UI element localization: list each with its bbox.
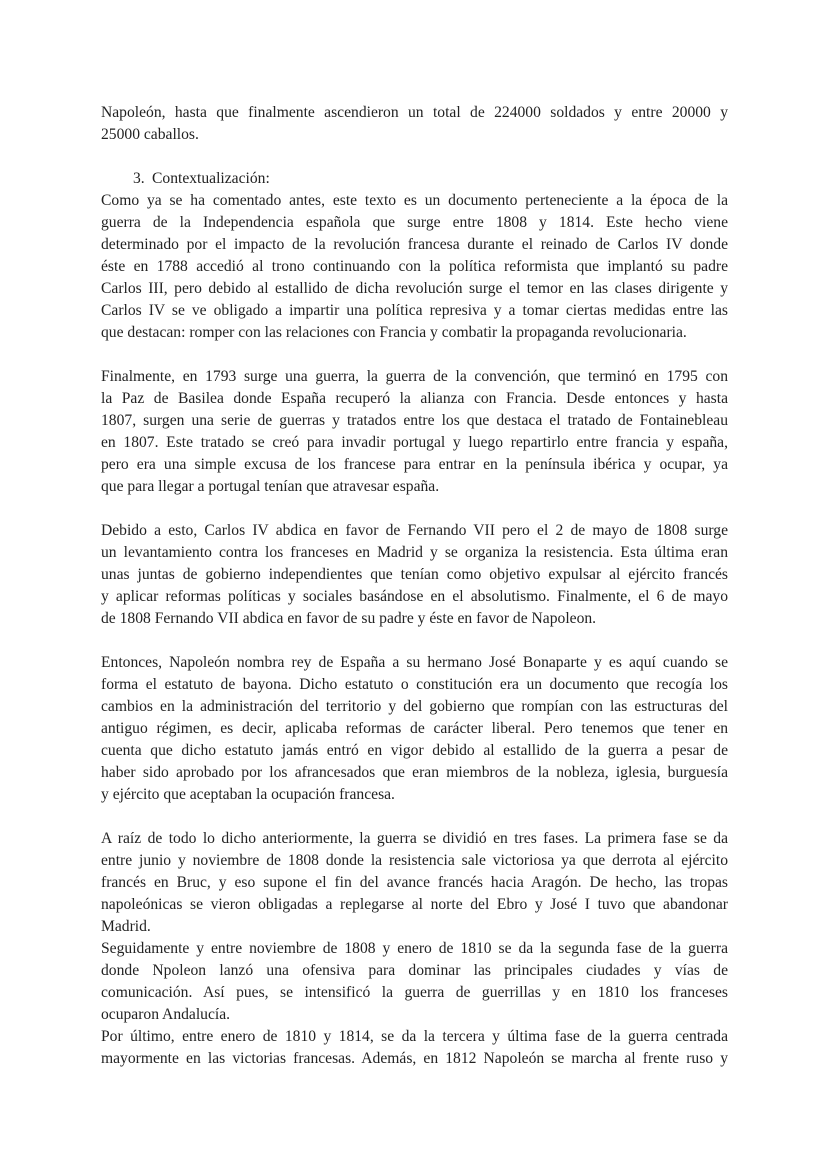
text-line: de 1808 Fernando VII abdica en favor de su padre y éste en favor de Napoleon. <box>101 610 597 627</box>
text-line: entre junio y noviembre de 1808 donde la resistencia sale victoriosa ya que derrota al ejército <box>101 852 728 869</box>
text-line: que destacan: romper con las relaciones con Francia y combatir la propaganda revolucionaria. <box>101 324 687 341</box>
text-line: guerra de la Independencia española que surge entre 1808 y 1814. Este hecho viene <box>101 214 728 231</box>
text-line: haber sido aprobado por los afrancesados que eran miembros de la nobleza, iglesia, burguesía <box>101 764 728 781</box>
text-line: donde Npoleon lanzó una ofensiva para dominar las principales ciudades y vías de <box>101 962 728 979</box>
text-line: y ejército que aceptaban la ocupación francesa. <box>101 786 395 803</box>
text-line: Seguidamente y entre noviembre de 1808 y enero de 1810 se da la segunda fase de la guerra <box>101 940 728 957</box>
text-line: en 1807. Este tratado se creó para invadir portugal y luego repartirlo entre francia y españa, <box>101 434 728 451</box>
text-line: Carlos IV se ve obligado a impartir una política represiva y a tomar ciertas medidas entre las <box>101 302 728 319</box>
text-line: Por último, entre enero de 1810 y 1814, se da la tercera y última fase de la guerra centrada <box>101 1028 728 1045</box>
text-line: unas juntas de gobierno independientes que tenían como objetivo expulsar al ejército francés <box>101 566 728 583</box>
text-line: cuenta que dicho estatuto jamás entró en vigor debido al estallido de la guerra a pesar de <box>101 742 728 759</box>
text-line: 1807, surgen una serie de guerras y tratados entre los que destaca el tratado de Fontainebleau <box>101 412 728 429</box>
document-page <box>101 102 728 1070</box>
text-line: ocuparon Andalucía. <box>101 1006 231 1023</box>
text-line: napoleónicas se vieron obligadas a replegarse al norte del Ebro y José I tuvo que abandonar <box>101 896 728 913</box>
text-line: pero era una simple excusa de los francese para entrar en la península ibérica y ocupar, ya <box>101 456 728 473</box>
text-line: que para llegar a portugal tenían que atravesar españa. <box>101 478 440 495</box>
text-line: Como ya se ha comentado antes, este texto es un documento perteneciente a la época de la <box>101 192 728 209</box>
text-line: Finalmente, en 1793 surge una guerra, la guerra de la convención, que terminó en 1795 con <box>101 368 728 385</box>
text-line: la Paz de Basilea donde España recuperó la alianza con Francia. Desde entonces y hasta <box>101 390 728 407</box>
body-paragraph <box>101 652 728 806</box>
text-line: éste en 1788 accedió al trono continuando con la política reformista que implantó su padre <box>101 258 728 275</box>
text-line: y aplicar reformas políticas y sociales basándose en el absolutismo. Finalmente, el 6 de mayo <box>101 588 728 605</box>
body-paragraph <box>101 190 728 344</box>
section-title: Contextualización: <box>152 170 270 187</box>
section-heading <box>101 168 728 190</box>
text-line: determinado por el impacto de la revolución francesa durante el reinado de Carlos IV donde <box>101 236 728 253</box>
text-line: 25000 caballos. <box>101 126 199 143</box>
text-line: antiguo régimen, es decir, aplicaba reformas de carácter liberal. Pero tenemos que tener en <box>101 720 728 737</box>
body-paragraph <box>101 366 728 498</box>
intro-paragraph <box>101 102 728 146</box>
body-paragraph <box>101 828 728 1070</box>
text-line: francés en Bruc, y eso supone el fin del avance francés hacia Aragón. De hecho, las tropas <box>101 874 728 891</box>
text-line: forma el estatuto de bayona. Dicho estatuto o constitución era un documento que recogía los <box>101 676 728 693</box>
text-line: Debido a esto, Carlos IV abdica en favor de Fernando VII pero el 2 de mayo de 1808 surge <box>101 522 728 539</box>
paragraph-spacer <box>101 344 728 366</box>
section-number: 3. <box>133 170 145 187</box>
paragraph-spacer <box>101 630 728 652</box>
text-line: un levantamiento contra los franceses en Madrid y se organiza la resistencia. Esta última eran <box>101 544 728 561</box>
text-line: Napoleón, hasta que finalmente ascendieron un total de 224000 soldados y entre 20000 y <box>101 104 728 121</box>
text-line: Madrid. <box>101 918 151 935</box>
text-line: mayormente en las victorias francesas. Además, en 1812 Napoleón se marcha al frente ruso y <box>101 1050 728 1067</box>
paragraph-spacer <box>101 806 728 828</box>
text-line: Carlos III, pero debido al estallido de dicha revolución surge el temor en las clases dirigente y <box>101 280 728 297</box>
text-line: comunicación. Así pues, se intensificó la guerra de guerrillas y en 1810 los franceses <box>101 984 728 1001</box>
body-paragraph <box>101 520 728 630</box>
text-line: A raíz de todo lo dicho anteriormente, la guerra se dividió en tres fases. La primera fase se da <box>101 830 728 847</box>
text-line: Entonces, Napoleón nombra rey de España a su hermano José Bonaparte y es aquí cuando se <box>101 654 728 671</box>
paragraph-spacer <box>101 498 728 520</box>
text-line: cambios en la administración del territorio y del gobierno que rompían con las estructuras del <box>101 698 728 715</box>
paragraph-spacer <box>101 146 728 168</box>
